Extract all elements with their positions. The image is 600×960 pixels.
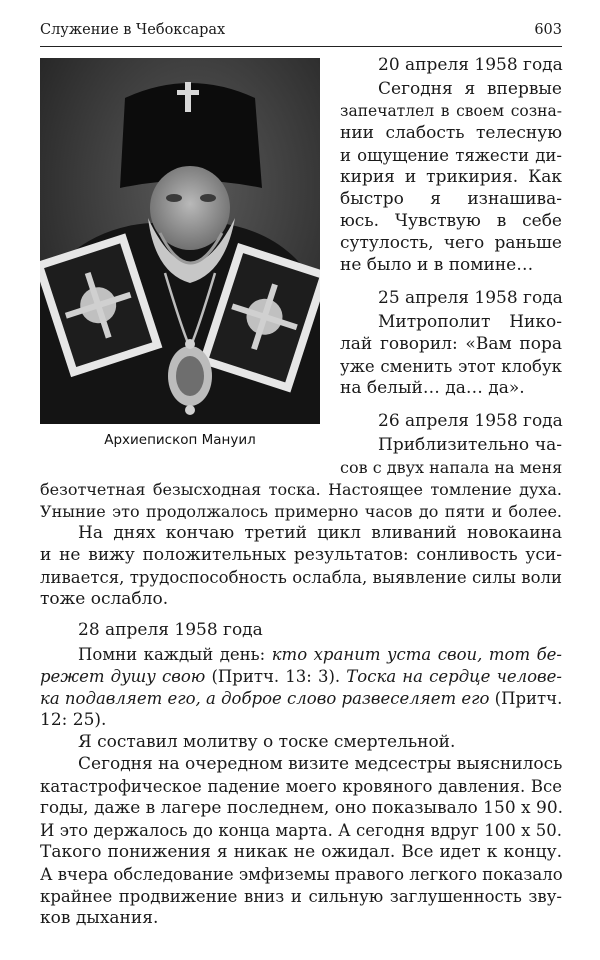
text-line: крайнее продвижение вниз и сильную заглушенность зву- xyxy=(40,887,562,906)
text-line: Митрополит Нико- xyxy=(378,312,562,332)
portrait-image xyxy=(40,58,320,424)
text-line: 12: 25). xyxy=(40,710,107,730)
text-line: А вчера обследование эмфиземы правого легкого показало xyxy=(40,865,563,884)
running-header xyxy=(40,20,562,47)
text-line: Уныние это продолжалось примерно часов до пяти и более. xyxy=(40,502,562,521)
text-line: На днях кончаю третий цикл вливаний новокаина xyxy=(78,523,562,543)
text-line: Я составил молитву о тоске смертельной. xyxy=(78,732,456,752)
text-line: не было и в помине… xyxy=(340,255,534,275)
text-line xyxy=(40,666,562,687)
scripture-quote: кто хранит уста свои, тот бе- xyxy=(271,645,562,664)
entry-date: 20 апреля 1958 года xyxy=(378,55,563,75)
text-line: ливается, трудоспособность ослабла, выявление силы воли xyxy=(40,568,562,587)
text-line xyxy=(78,644,562,665)
text-line: на белый… да… да». xyxy=(340,378,525,398)
text-line: и не вижу положительных результатов: сонливость уси- xyxy=(40,545,562,565)
text-run: Помни каждый день: xyxy=(78,645,272,664)
text-line: Сегодня на очередном визите медсестры выяснилось xyxy=(78,754,563,774)
text-line: и ощущение тяжести ди- xyxy=(340,146,562,165)
portrait-photo xyxy=(40,58,320,424)
text-line: сов с двух напала на меня xyxy=(340,458,563,477)
text-line: И это держалось до конца марта. А сегодня вдруг 100 x 50. xyxy=(40,821,562,840)
scripture-reference: (Притч. xyxy=(489,689,563,708)
text-line: безотчетная безысходная тоска. Настоящее томление духа. xyxy=(40,480,562,499)
text-line: годы, даже в лагере последнем, оно показывало 150 x 90. xyxy=(40,798,564,818)
text-line: Такого понижения я никак не ожидал. Все идет к концу. xyxy=(40,842,562,862)
running-title: Служение в Чебоксарах xyxy=(40,22,226,38)
text-line: запечатлел в своем созна- xyxy=(340,102,562,120)
scripture-reference: (Притч. 13: 3). xyxy=(205,667,347,686)
text-line xyxy=(40,688,562,709)
scripture-quote: Тоска на сердце челове- xyxy=(346,667,562,686)
text-line: кирия и трикирия. Как xyxy=(340,167,562,187)
text-line: тоже ослабло. xyxy=(40,589,169,609)
text-line: лай говорил: «Вам пора xyxy=(340,334,562,354)
text-line: Сегодня я впервые xyxy=(378,79,562,99)
text-line: юсь. Чувствую в себе xyxy=(340,211,562,231)
figure-caption: Архиепископ Мануил xyxy=(104,432,256,448)
text-line: Приблизительно ча- xyxy=(378,435,562,455)
text-line: сутулость, чего раньше xyxy=(340,233,562,253)
text-line: быстро я изнашива- xyxy=(340,189,562,209)
scripture-quote: ка подавляет его, а доброе слово развеселяет его xyxy=(40,689,490,708)
entry-date: 26 апреля 1958 года xyxy=(378,411,563,431)
entry-date: 28 апреля 1958 года xyxy=(78,620,263,640)
text-line: уже сменить этот клобук xyxy=(340,357,562,376)
text-line: нии слабость телесную xyxy=(340,123,562,143)
scripture-quote: режет душу свою xyxy=(40,667,206,686)
page-number: 603 xyxy=(534,22,562,38)
text-line: катастрофическое падение моего кровяного давления. Все xyxy=(40,777,562,796)
entry-date: 25 апреля 1958 года xyxy=(378,288,563,308)
text-line: ков дыхания. xyxy=(40,908,159,928)
